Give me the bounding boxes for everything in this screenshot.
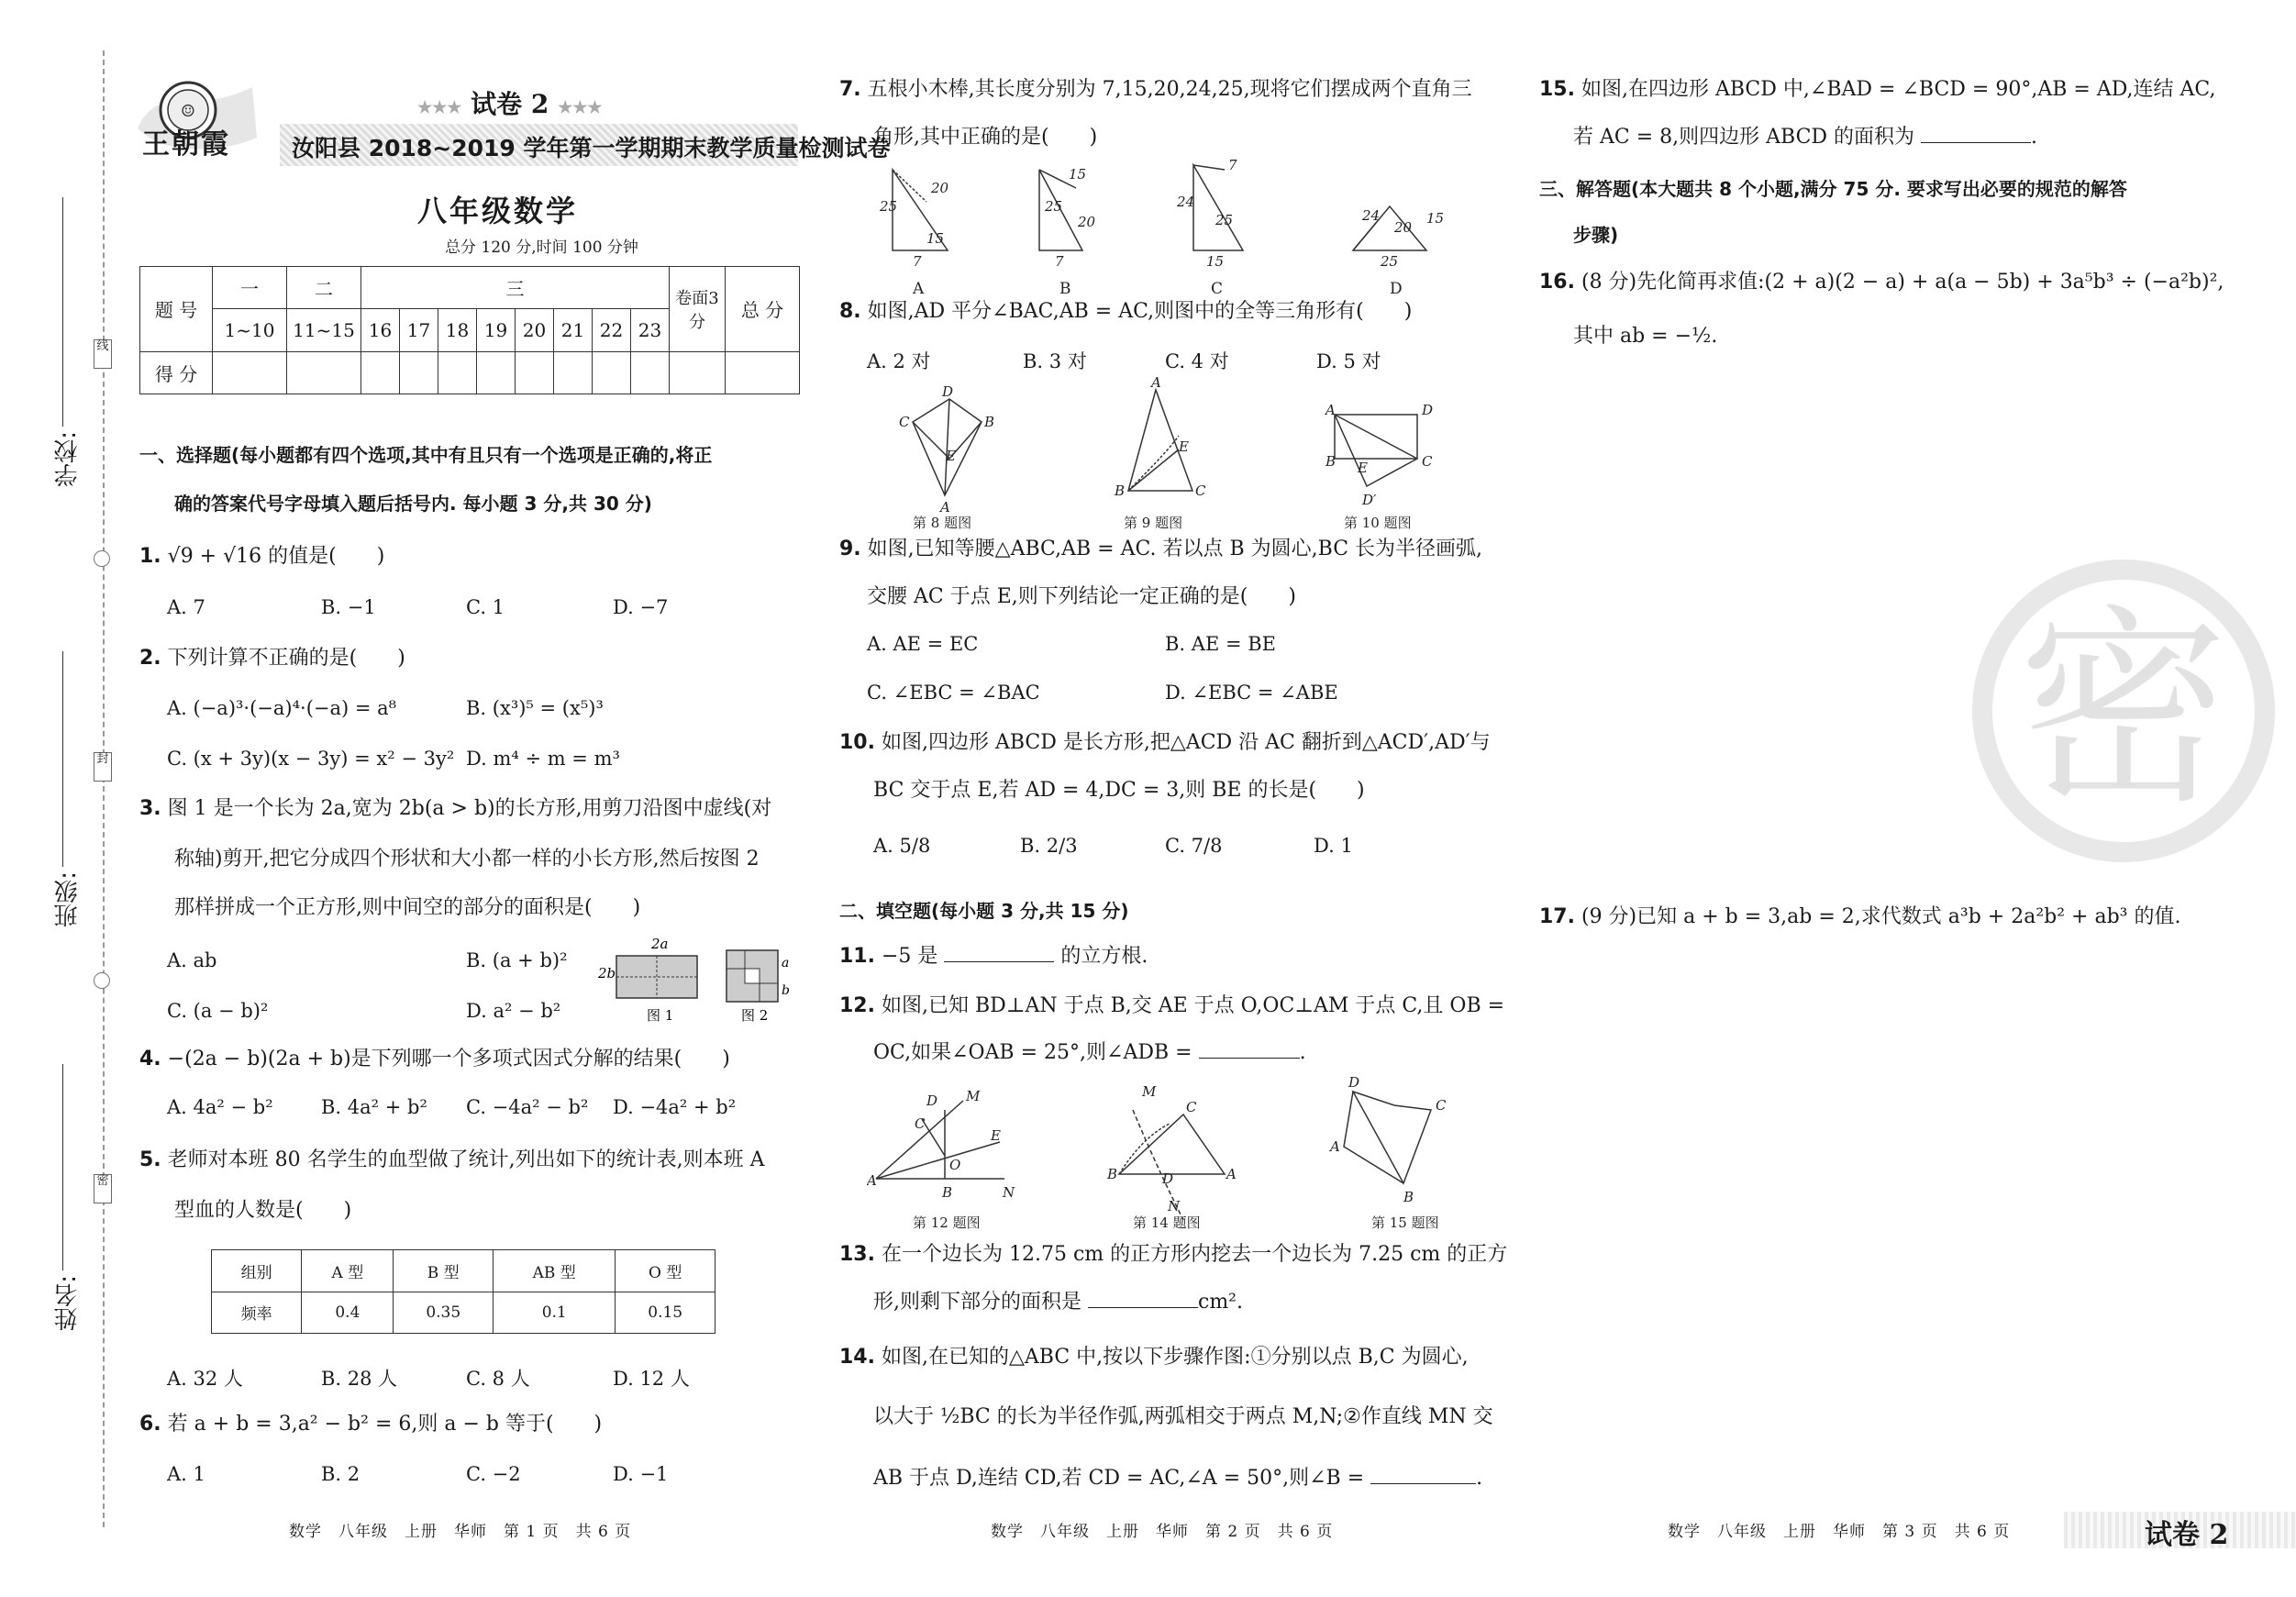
tag-line: 线: [94, 339, 112, 369]
svg-text:20: 20: [1078, 214, 1096, 230]
name-label: 姓名:: [54, 1275, 82, 1331]
total-header: 总 分: [726, 267, 800, 352]
q5-option-b[interactable]: B. 28 人: [321, 1368, 398, 1390]
q7-label-a: A: [913, 280, 925, 298]
svg-text:D: D: [926, 1092, 938, 1109]
question-14: 14. 如图,在已知的△ABC 中,按以下步骤作图:①分别以点 B,C 为圆心,: [839, 1346, 1469, 1369]
svg-text:B: B: [1107, 1166, 1118, 1182]
question-1: 1. √9 + √16 的值是( ): [139, 545, 385, 568]
corner-paper-no: 试卷 2: [2145, 1519, 2229, 1551]
q3-lbl-2a: 2a: [651, 936, 669, 952]
q1-option-b[interactable]: B. −1: [321, 596, 376, 618]
svg-text:O: O: [949, 1157, 961, 1173]
qnum: 23: [631, 309, 670, 351]
q10-option-d[interactable]: D. 1: [1314, 835, 1353, 857]
svg-text:C: C: [1186, 1099, 1197, 1115]
svg-text:C: C: [1422, 453, 1433, 470]
q6-option-b[interactable]: B. 2: [321, 1463, 360, 1485]
question-16-line2: 其中 ab = −½.: [1573, 325, 1718, 348]
question-11: 11. −5 是 的立方根.: [839, 945, 1148, 968]
question-10-line2: BC 交于点 E,若 AD = 4,DC = 3,则 BE 的长是( ): [873, 779, 1365, 802]
q6-option-c[interactable]: C. −2: [466, 1463, 521, 1485]
score-cell[interactable]: [361, 351, 400, 394]
question-16: 16. (8 分)先化简再求值:(2 + a)(2 − a) + a(a − 5b) + 3a⁵b³ ÷ (−a²b)²,: [1539, 271, 2224, 294]
svg-text:B: B: [1325, 453, 1337, 470]
svg-text:☺: ☺: [180, 102, 196, 121]
q11-answer-blank[interactable]: [944, 961, 1054, 962]
svg-text:7: 7: [1055, 253, 1064, 270]
sec2-header: 二: [287, 267, 361, 309]
score-cell[interactable]: [477, 351, 516, 394]
section3-heading: 三、解答题(本大题共 8 个小题,满分 75 分. 要求写出必要的规范的解答: [1539, 178, 2127, 200]
q6-option-d[interactable]: D. −1: [613, 1463, 669, 1485]
svg-text:N: N: [1168, 1198, 1181, 1214]
table-cell: O 型: [616, 1250, 715, 1292]
q12-answer-blank[interactable]: [1199, 1058, 1300, 1059]
q9-option-c[interactable]: C. ∠EBC = ∠BAC: [867, 682, 1040, 704]
svg-text:C: C: [899, 414, 910, 430]
svg-text:C: C: [1436, 1097, 1447, 1114]
class-field[interactable]: [62, 651, 63, 867]
q12-q15-figures: [867, 1073, 1472, 1234]
q10-option-b[interactable]: B. 2/3: [1020, 835, 1078, 857]
brand-logo: [133, 64, 261, 165]
svg-text:B: B: [1403, 1189, 1414, 1205]
svg-text:25: 25: [1215, 212, 1234, 228]
question-13-line2: 形,则剩下部分的面积是 cm².: [873, 1291, 1243, 1314]
q14-caption: 第 14 题图: [1133, 1214, 1201, 1231]
svg-text:D: D: [1162, 1170, 1174, 1187]
q7-label-c: C: [1211, 280, 1224, 298]
q8-caption: 第 8 题图: [913, 515, 972, 531]
q9-caption: 第 9 题图: [1124, 515, 1183, 531]
question-8: 8. 如图,AD 平分∠BAC,AB = AC,则图中的全等三角形有( ): [839, 300, 1413, 323]
section2-heading: 二、填空题(每小题 3 分,共 15 分): [839, 900, 1129, 922]
svg-text:15: 15: [926, 230, 945, 247]
q10-option-a[interactable]: A. 5/8: [873, 835, 931, 857]
q17-answer-area[interactable]: [1539, 945, 2236, 1477]
q3-lbl-a: a: [782, 956, 790, 970]
score-cell[interactable]: [670, 351, 726, 394]
question-3-line2: 称轴)剪开,把它分成四个形状和大小都一样的小长方形,然后按图 2: [174, 848, 760, 871]
class-label: 班级:: [54, 871, 82, 927]
school-field[interactable]: [62, 197, 63, 427]
q8-q10-figures: [894, 376, 1463, 537]
range-2: 11~15: [287, 309, 361, 351]
footer-page-1: 数学 八年级 上册 华师 第 1 页 共 6 页: [289, 1523, 632, 1541]
school-label: 学校:: [54, 431, 82, 487]
question-15-line2: 若 AC = 8,则四边形 ABCD 的面积为 .: [1573, 126, 2038, 149]
q15-caption: 第 15 题图: [1371, 1214, 1439, 1231]
question-9-line2: 交腰 AC 于点 E,则下列结论一定正确的是( ): [867, 585, 1296, 608]
question-7: 7. 五根小木棒,其长度分别为 7,15,20,24,25,现将它们摆成两个直角三: [839, 78, 1472, 101]
q3-fig2-caption: 图 2: [741, 1007, 769, 1024]
question-5-line2: 型血的人数是( ): [174, 1199, 352, 1222]
question-4: 4. −(2a − b)(2a + b)是下列哪一个多项式因式分解的结果( ): [139, 1048, 730, 1070]
score-cell[interactable]: [554, 351, 593, 394]
q6-option-a[interactable]: A. 1: [167, 1463, 205, 1485]
question-3: 3. 图 1 是一个长为 2a,宽为 2b(a > b)的长方形,用剪刀沿图中虚线(对: [139, 797, 772, 820]
q3-option-d[interactable]: D. a² − b²: [466, 1000, 561, 1022]
q3-option-c[interactable]: C. (a − b)²: [167, 1000, 269, 1022]
qnum: 19: [477, 309, 516, 351]
q8-option-c[interactable]: C. 4 对: [1165, 350, 1229, 372]
paper-number: ★★★ 试卷 2 ★★★: [417, 89, 603, 119]
svg-text:C: C: [1195, 482, 1206, 499]
svg-text:A: A: [1325, 402, 1336, 418]
score-cell[interactable]: [726, 351, 800, 394]
q8-option-a[interactable]: A. 2 对: [867, 350, 931, 372]
total-info: 总分 120 分,时间 100 分钟: [445, 238, 638, 257]
table-cell: A 型: [302, 1250, 394, 1292]
q2-option-d[interactable]: D. m⁴ ÷ m = m³: [466, 748, 620, 770]
score-cell[interactable]: [287, 351, 361, 394]
table-cell: AB 型: [494, 1250, 616, 1292]
tag-dense: 密: [94, 1174, 112, 1203]
svg-text:15: 15: [1426, 210, 1445, 227]
svg-text:D: D: [1422, 402, 1434, 418]
q3-option-b[interactable]: B. (a + b)²: [466, 949, 568, 971]
question-2: 2. 下列计算不正确的是( ): [139, 647, 405, 670]
svg-text:E: E: [991, 1127, 1001, 1144]
question-10: 10. 如图,四边形 ABCD 是长方形,把△ACD 沿 AC 翻折到△ACD′,AD′与: [839, 731, 1491, 754]
svg-text:A: A: [1330, 1138, 1340, 1155]
q4-option-b[interactable]: B. 4a² + b²: [321, 1096, 427, 1118]
question-9: 9. 如图,已知等腰△ABC,AB = AC. 若以点 B 为圆心,BC 长为半径画弧,: [839, 538, 1483, 560]
svg-text:D′: D′: [1362, 492, 1377, 508]
q9-option-d[interactable]: D. ∠EBC = ∠ABE: [1165, 682, 1338, 704]
fold-line: [103, 50, 105, 1527]
svg-text:D: D: [1348, 1074, 1360, 1091]
svg-text:N: N: [1003, 1184, 1015, 1201]
table-cell: 0.15: [616, 1292, 715, 1334]
q10-option-c[interactable]: C. 7/8: [1165, 835, 1223, 857]
section1-heading-cont: 确的答案代号字母填入题后括号内. 每小题 3 分,共 30 分): [174, 493, 652, 515]
question-6: 6. 若 a + b = 3,a² − b² = 6,则 a − b 等于( ): [139, 1413, 603, 1436]
q5-option-c[interactable]: C. 8 人: [466, 1368, 530, 1390]
q1-option-d[interactable]: D. −7: [613, 596, 669, 618]
svg-text:B: B: [1115, 482, 1126, 499]
q1-option-a[interactable]: A. 7: [167, 596, 205, 618]
tag-seal: 封: [94, 752, 112, 782]
table-cell: 频率: [212, 1292, 302, 1334]
score-cell[interactable]: [516, 351, 554, 394]
table-cell: 0.1: [494, 1292, 616, 1334]
question-12: 12. 如图,已知 BD⊥AN 于点 B,交 AE 于点 O,OC⊥AM 于点 C,且 OB =: [839, 994, 1505, 1017]
q5-option-d[interactable]: D. 12 人: [613, 1368, 690, 1390]
sec1-header: 一: [213, 267, 287, 309]
q7-figures: [876, 151, 1463, 298]
q7-label-d: D: [1390, 280, 1403, 298]
qnum: 18: [438, 309, 477, 351]
q4-option-c[interactable]: C. −4a² − b²: [466, 1096, 589, 1118]
range-1: 1~10: [213, 309, 287, 351]
row-label: 题 号: [140, 267, 213, 352]
qnum: 22: [593, 309, 631, 351]
question-13: 13. 在一个边长为 12.75 cm 的正方形内挖去一个边长为 7.25 cm 的正方: [839, 1243, 1508, 1266]
svg-text:24: 24: [1177, 194, 1195, 210]
svg-text:A: A: [1226, 1166, 1237, 1182]
table-cell: B 型: [394, 1250, 494, 1292]
svg-text:B: B: [942, 1184, 953, 1201]
brand-name: 王朝霞: [142, 128, 230, 161]
svg-text:A: A: [940, 499, 950, 516]
svg-text:B: B: [984, 414, 995, 430]
score-row-label: 得 分: [140, 351, 213, 394]
neatness-header: 卷面3分: [670, 267, 726, 352]
q4-option-a[interactable]: A. 4a² − b²: [167, 1096, 273, 1118]
qnum: 17: [400, 309, 438, 351]
question-12-line2: OC,如果∠OAB = 25°,则∠ADB = .: [873, 1041, 1306, 1064]
score-cell[interactable]: [593, 351, 631, 394]
svg-text:7: 7: [913, 253, 922, 270]
svg-text:20: 20: [1394, 219, 1413, 236]
q10-caption: 第 10 题图: [1344, 515, 1412, 531]
subject-title: 八年级数学: [417, 194, 579, 228]
q9-option-b[interactable]: B. AE = BE: [1165, 633, 1276, 655]
score-cell[interactable]: [400, 351, 438, 394]
question-14-line2: 以大于 ½BC 的长为半径作弧,两弧相交于两点 M,N;②作直线 MN 交: [873, 1405, 1493, 1428]
footer-page-3: 数学 八年级 上册 华师 第 3 页 共 6 页: [1668, 1523, 2011, 1541]
score-cell[interactable]: [213, 351, 287, 394]
score-cell[interactable]: [438, 351, 477, 394]
section3-heading-cont: 步骤): [1573, 224, 1619, 246]
svg-text:15: 15: [1206, 253, 1225, 270]
qnum: 21: [554, 309, 593, 351]
q2-option-b[interactable]: B. (x³)⁵ = (x⁵)³: [466, 697, 604, 719]
exam-title: 汝阳县 2018~2019 学年第一学期期末教学质量检测试卷: [292, 135, 891, 161]
q8-option-d[interactable]: D. 5 对: [1316, 350, 1381, 372]
score-table: [139, 266, 800, 394]
svg-text:25: 25: [1045, 198, 1063, 215]
q3-figures: [596, 936, 807, 1027]
q12-caption: 第 12 题图: [913, 1214, 981, 1231]
q4-option-d[interactable]: D. −4a² + b²: [613, 1096, 737, 1118]
q3-fig1-caption: 图 1: [647, 1007, 674, 1024]
q3-option-a[interactable]: A. ab: [167, 949, 217, 971]
q1-option-c[interactable]: C. 1: [466, 596, 505, 618]
q13-answer-blank[interactable]: [1088, 1307, 1198, 1308]
svg-text:M: M: [1142, 1083, 1157, 1100]
q2-option-c[interactable]: C. (x + 3y)(x − 3y) = x² − 3y²: [167, 748, 455, 770]
svg-text:E: E: [946, 448, 956, 464]
q15-answer-blank[interactable]: [1921, 142, 2031, 143]
svg-text:D: D: [942, 383, 954, 400]
table-cell: 0.35: [394, 1292, 494, 1334]
svg-text:24: 24: [1362, 207, 1381, 224]
svg-text:20: 20: [931, 180, 949, 196]
q8-option-b[interactable]: B. 3 对: [1023, 350, 1087, 372]
qnum: 16: [361, 309, 400, 351]
sec3-header: 三: [361, 267, 670, 309]
question-15: 15. 如图,在四边形 ABCD 中,∠BAD = ∠BCD = 90°,AB = AD,连结 AC,: [1539, 78, 2216, 101]
name-field[interactable]: [62, 1064, 63, 1270]
q9-option-a[interactable]: A. AE = EC: [867, 633, 979, 655]
q3-lbl-2b: 2b: [598, 965, 616, 981]
svg-text:E: E: [1179, 438, 1189, 455]
score-cell[interactable]: [631, 351, 670, 394]
table-cell: 0.4: [302, 1292, 394, 1334]
question-3-line3: 那样拼成一个正方形,则中间空的部分的面积是( ): [174, 896, 641, 919]
question-17: 17. (9 分)已知 a + b = 3,ab = 2,求代数式 a³b + 2a²b² + ab³ 的值.: [1539, 905, 2181, 928]
q2-option-a[interactable]: A. (−a)³·(−a)⁴·(−a) = a⁸: [167, 697, 397, 719]
binding-margin: [0, 0, 119, 1597]
svg-text:M: M: [966, 1088, 981, 1104]
svg-text:25: 25: [880, 198, 898, 215]
confidential-seal-text: 密: [2017, 588, 2229, 833]
blood-type-table: [211, 1249, 715, 1334]
svg-text:A: A: [867, 1172, 877, 1189]
svg-text:C: C: [915, 1115, 926, 1132]
q7-label-b: B: [1059, 280, 1071, 298]
question-7-line2: 角形,其中正确的是( ): [873, 126, 1098, 149]
svg-text:15: 15: [1069, 166, 1087, 183]
footer-page-2: 数学 八年级 上册 华师 第 2 页 共 6 页: [991, 1523, 1334, 1541]
circle-mark: [94, 972, 110, 989]
q3-lbl-b: b: [782, 983, 790, 998]
q14-answer-blank[interactable]: [1370, 1483, 1476, 1484]
svg-text:7: 7: [1228, 157, 1237, 173]
qnum: 20: [516, 309, 554, 351]
question-14-line3: AB 于点 D,连结 CD,若 CD = AC,∠A = 50°,则∠B = .: [873, 1467, 1483, 1490]
table-cell: 组别: [212, 1250, 302, 1292]
svg-text:25: 25: [1381, 253, 1399, 270]
q5-option-a[interactable]: A. 32 人: [167, 1368, 243, 1390]
section1-heading: 一、选择题(每小题都有四个选项,其中有且只有一个选项是正确的,将正: [139, 444, 713, 466]
circle-mark: [94, 550, 110, 567]
question-5: 5. 老师对本班 80 名学生的血型做了统计,列出如下的统计表,则本班 A: [139, 1148, 765, 1171]
svg-text:E: E: [1358, 460, 1368, 476]
svg-text:A: A: [1151, 376, 1161, 391]
